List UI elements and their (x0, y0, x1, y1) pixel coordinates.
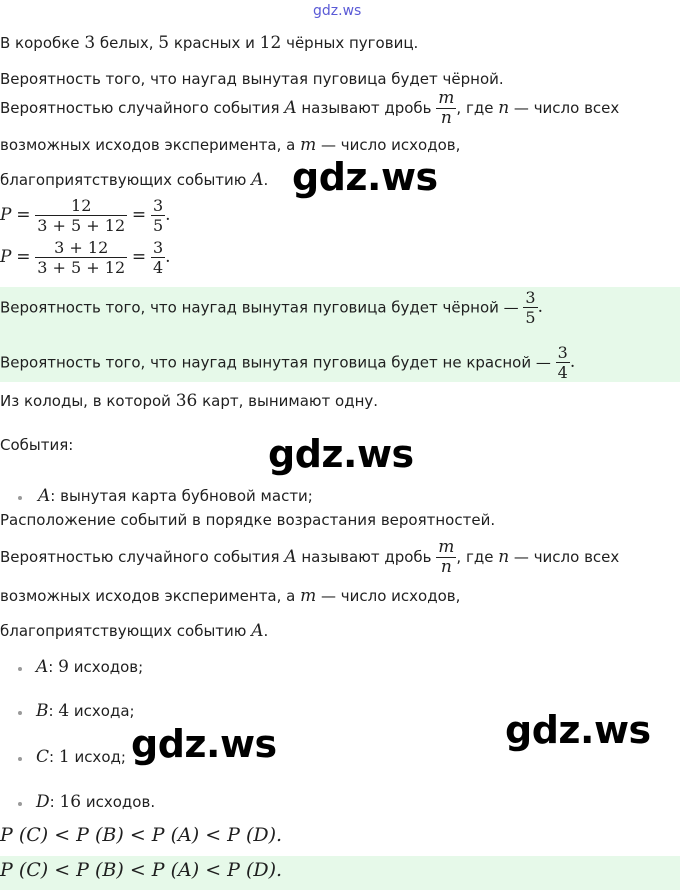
task2-definition-line1: Вероятностью случайного события A называют дробь $\frac{m}{n}$ , где n — число всех (0, 537, 620, 577)
watermark: gdz.ws (131, 722, 277, 766)
task1-formula-1: P = $\frac{12}{3 + 5 + 12}$ = $\frac{3}{5}$ . (0, 196, 171, 235)
task1-condition: В коробке 3 белых, 5 красных и 12 чёрных пуговиц. (0, 33, 419, 53)
fraction-m-over-n: $\frac{m}{n}$ (438, 88, 455, 128)
task1-question: Вероятность того, что наугад вынутая пуговица будет чёрной. (0, 70, 504, 88)
task1-answer-2: Вероятность того, что наугад вынутая пуговица будет не красной — $\frac{3}{4}$ . (0, 343, 576, 381)
task2-order-title: Расположение событий в порядке возрастания вероятностей. (0, 511, 496, 529)
task2-events-label: События: (0, 436, 74, 454)
task1-definition-line2: возможных исходов эксперимента, а m — число исходов, (0, 135, 461, 155)
watermark: gdz.ws (505, 708, 651, 752)
bullet-icon (18, 802, 22, 806)
task2-definition-line3: благоприятствующих событию A. (0, 621, 269, 641)
task2-definition-line2: возможных исходов эксперимента, а m — число исходов, (0, 586, 461, 606)
task2-order-formula: P (C) < P (B) < P (A) < P (D). (0, 824, 283, 846)
task2-condition: Из колоды, в которой 36 карт, вынимают одну. (0, 391, 379, 411)
bullet-icon (18, 667, 22, 671)
site-label[interactable]: gdz.ws (313, 3, 362, 19)
task2-order-answer: P (C) < P (B) < P (A) < P (D). (0, 859, 283, 881)
task2-event-a-clipped: A: вынутая карта бубновой масти; (0, 486, 400, 506)
bullet-icon (18, 757, 22, 761)
task1-formula-2: P = $\frac{3 + 12}{3 + 5 + 12}$ = $\frac{3}{4}$ . (0, 238, 171, 277)
fraction-m-over-n: $\frac{m}{n}$ (438, 537, 455, 577)
watermark: gdz.ws (268, 432, 414, 476)
bullet-icon (18, 496, 22, 500)
task1-definition-line1: Вероятностью случайного события A называют дробь $\frac{m}{n}$ , где n — число всех (0, 88, 620, 128)
bullet-icon (18, 711, 22, 715)
task1-definition-line3: благоприятствующих событию A. (0, 170, 269, 190)
task1-answer-1: Вероятность того, что наугад вынутая пуговица будет чёрной — $\frac{3}{5}$ . (0, 288, 543, 327)
watermark: gdz.ws (292, 155, 438, 199)
